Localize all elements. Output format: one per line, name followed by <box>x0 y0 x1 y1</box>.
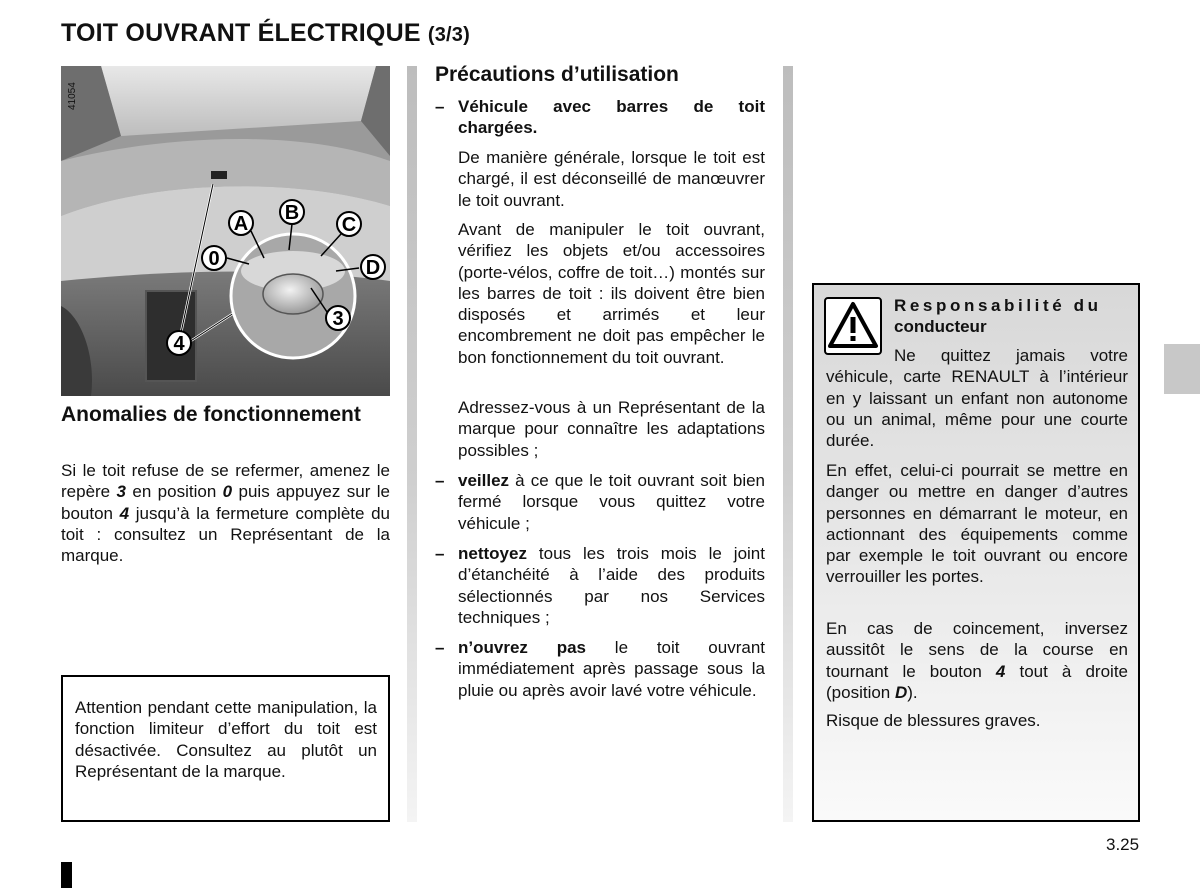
left-paragraph: Si le toit refuse de se refermer, amenez le repère 3 en position 0 puis appuyez sur le bouton 4 jusqu’à la fermeture complète du toit : consultez un Représentant de la marque. <box>61 461 390 566</box>
page-title <box>61 19 470 48</box>
label-A: A <box>233 213 249 235</box>
warning-box <box>812 283 1140 822</box>
label-4: 4 <box>173 333 185 355</box>
item1-paragraph-3: Adressez-vous à un Représentant de la marque pour connaître les adaptations possibles ; <box>458 398 765 460</box>
list-item: – n’ouvrez pas le toit ouvrant immédiatement après passage sous la pluie ou après avoir lavé votre véhicule. <box>435 638 766 700</box>
photo-reference: 41054 <box>67 82 78 110</box>
warning-paragraph-2: En effet, celui-ci pourrait se mettre en danger ou mettre en danger d’autres personnes en démarrant le moteur, en actionnant des équipements comme par exemple le toit ouvrant ou encore verrouiller les portes. <box>826 461 1128 587</box>
title-main: TOIT OUVRANT ÉLECTRIQUE <box>61 19 421 47</box>
warning-paragraph-1: Ne quittez jamais votre véhicule, carte RENAULT à l’intérieur en y laissant un enfant non autonome ou un animal, même pour une courte durée. <box>826 346 1128 451</box>
left-heading: Anomalies de fonctionnement <box>61 403 361 426</box>
list-item: – veillez à ce que le toit ouvrant soit bien fermé lorsque vous quittez votre véhicule ; <box>435 471 765 533</box>
label-C: C <box>341 214 357 236</box>
warning-title <box>894 295 1128 337</box>
item1-heading: Véhicule avec barres de toit chargées. <box>458 97 765 138</box>
item1-paragraph-1: De manière générale, lorsque le toit est chargé, il est déconseillé de manœuvrer le toit ouvrant. <box>458 148 765 210</box>
caution-text: Attention pendant cette manipulation, la fonction limiteur d’effort du toit est désactivée. Consultez au plutôt un Représentant de la marque. <box>75 698 377 781</box>
title-suffix: (3/3) <box>427 24 470 46</box>
item1-paragraph-2: Avant de manipuler le toit ouvrant, vérifiez les objets et/ou accessoires (porte-vélos, coffre de toit…) montés sur les barres de toit : ils doivent être bien disposés et arrimés et leur encombrement ne doit pas empêcher le bon fonctionnement du toit ouvrant. <box>458 220 765 367</box>
page-number: 3.25 <box>1106 835 1140 854</box>
warning-title-line-2: conducteur <box>894 317 987 336</box>
list-item: – nettoyez tous les trois mois le joint d’étanchéité à l’aide des produits sélectionnés par nos Services techniques ; <box>435 544 765 627</box>
sunroof-control-photo <box>61 66 390 396</box>
label-0: 0 <box>208 248 220 270</box>
column-divider-right <box>783 66 793 822</box>
list-dash: – <box>435 97 445 116</box>
corner-mark <box>61 862 72 888</box>
warning-title-line-1: Responsabilité du <box>894 296 1102 315</box>
column-divider-left <box>407 66 417 822</box>
list-item <box>435 96 765 139</box>
section-tab <box>1164 344 1200 394</box>
warning-paragraph-4: Risque de blessures graves. <box>826 711 1041 730</box>
caution-box <box>61 675 390 822</box>
label-B: B <box>284 202 300 224</box>
middle-heading: Précautions d’utilisation <box>435 63 679 86</box>
label-D: D <box>365 257 381 279</box>
label-3: 3 <box>332 308 344 330</box>
sunroof-photo-illustration <box>61 66 390 396</box>
warning-paragraph-3: En cas de coincement, inversez aussitôt le sens de la course en tournant le bouton 4 tout à droite (position D). <box>826 619 1128 702</box>
